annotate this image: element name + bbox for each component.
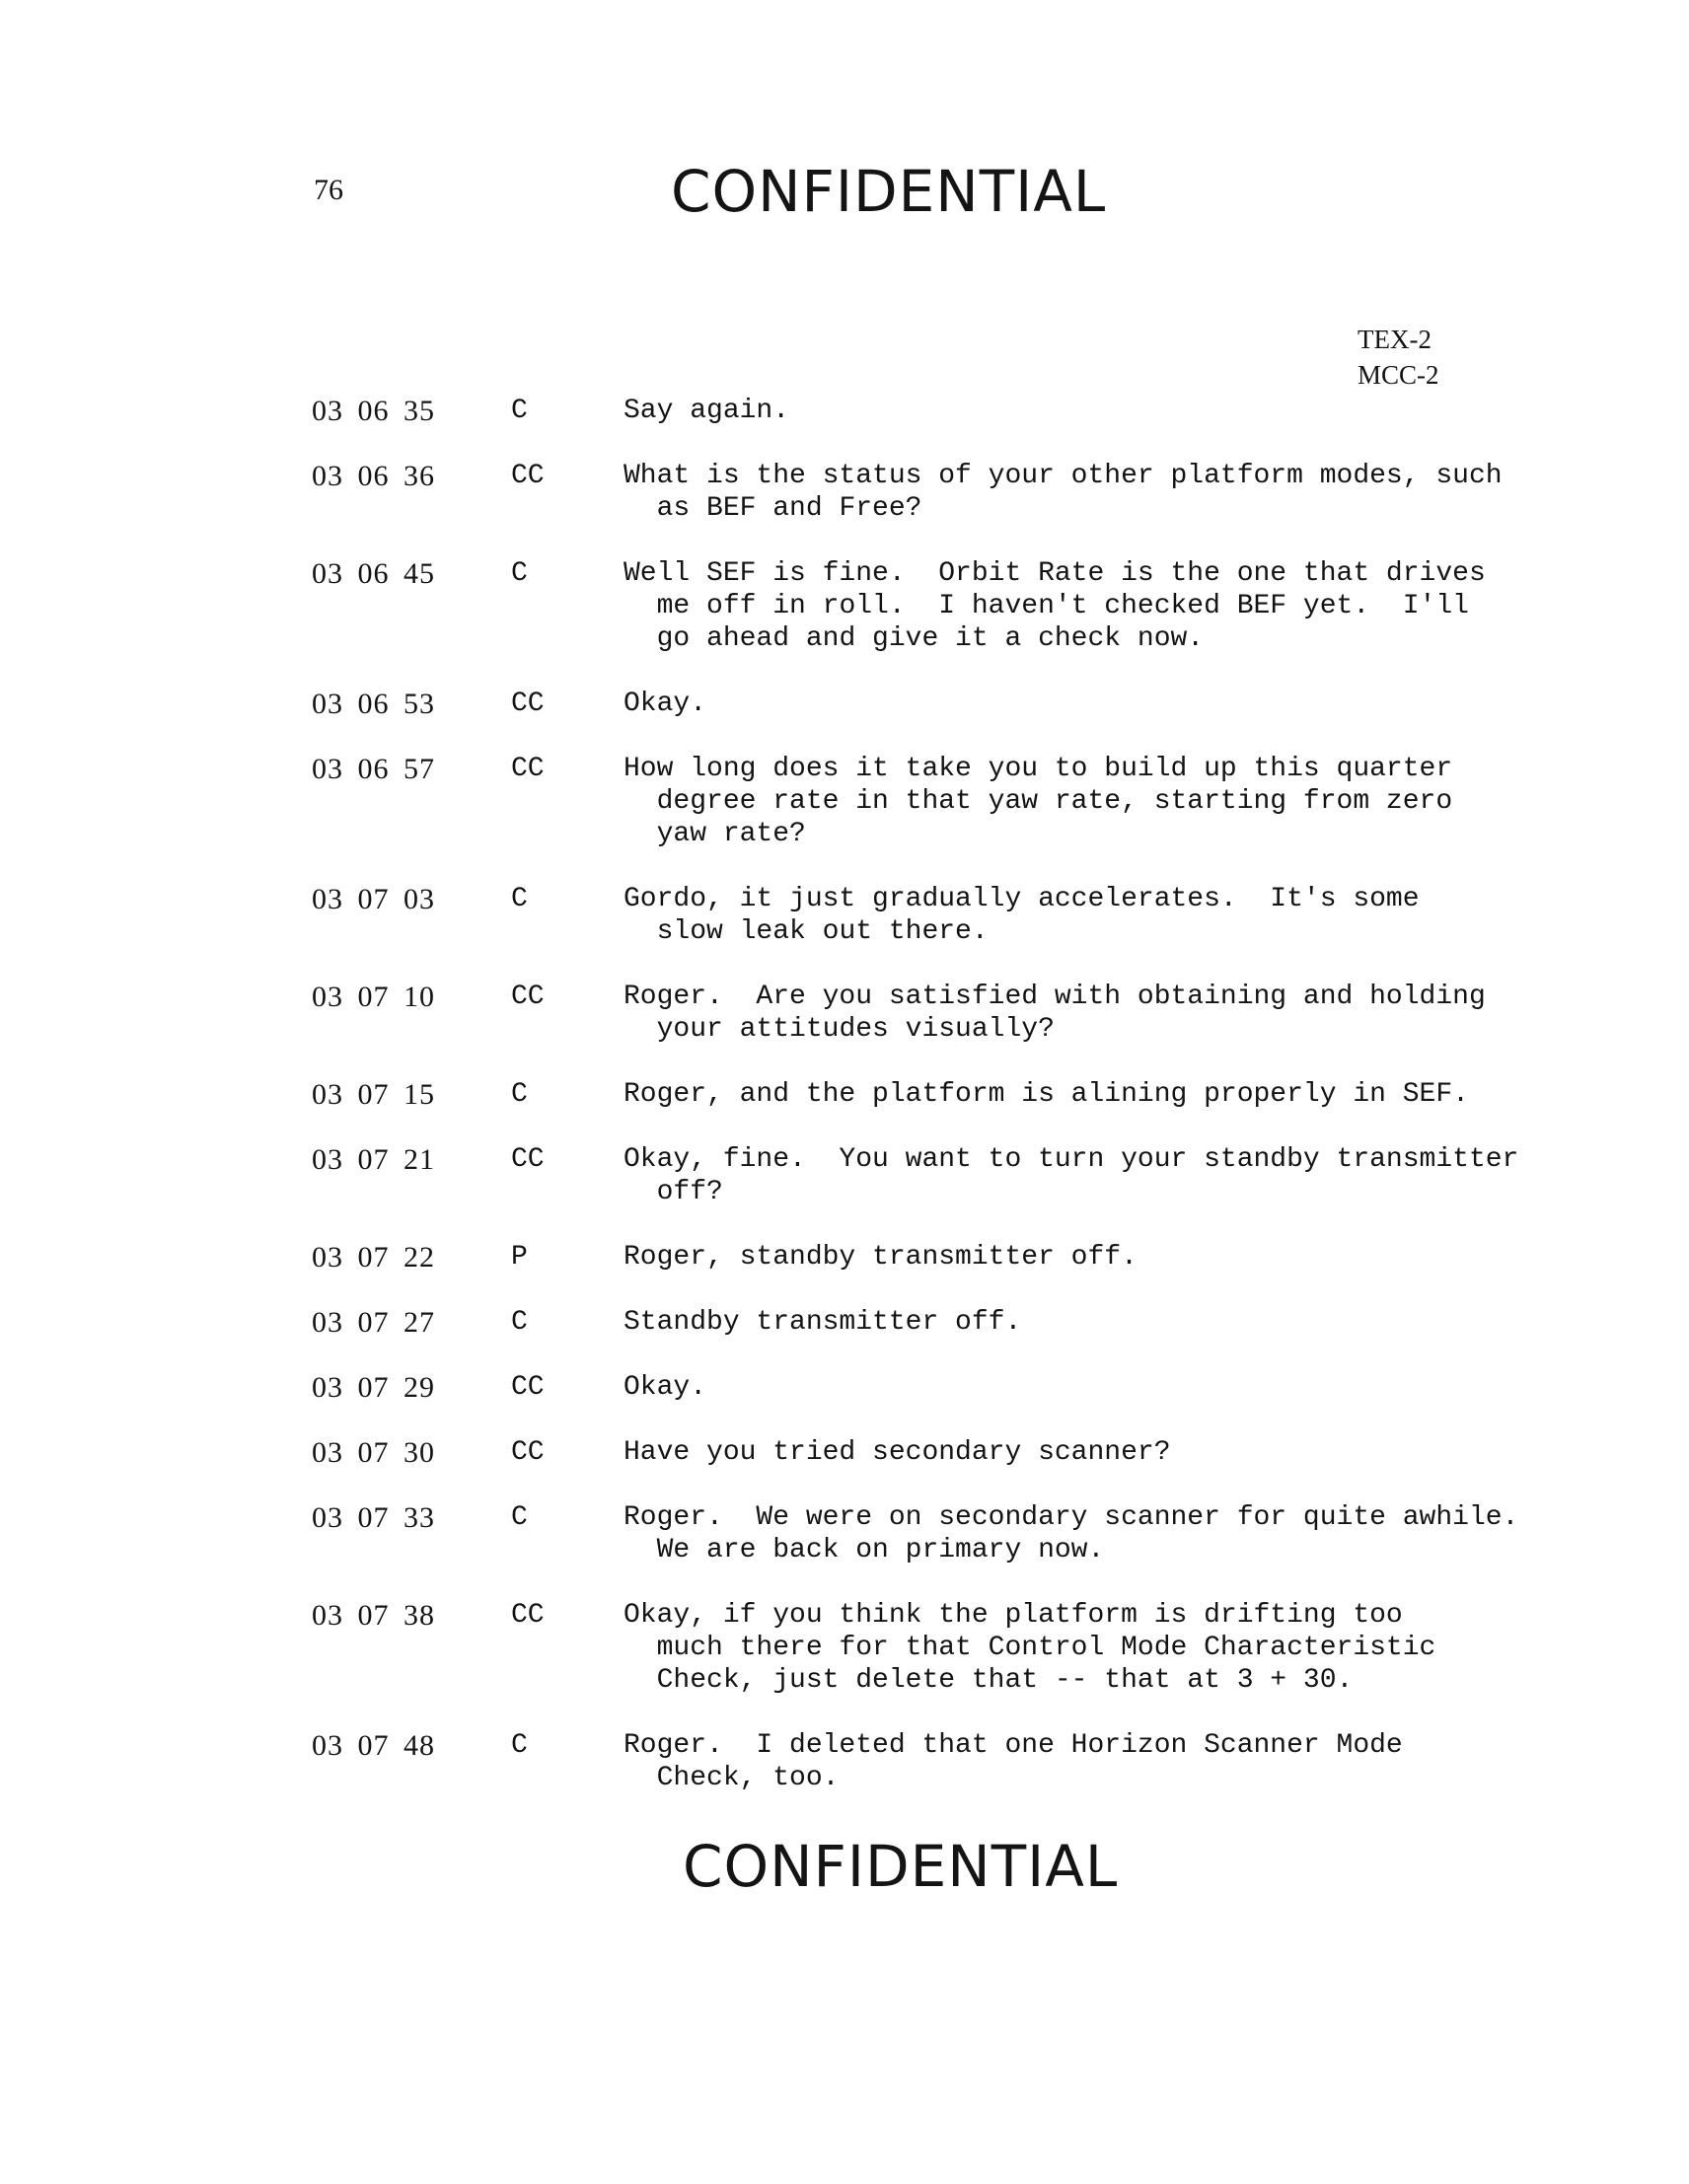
utterance: Say again.: [624, 396, 790, 426]
speaker: C: [511, 1730, 528, 1761]
timestamp: 03 07 33: [312, 1501, 435, 1534]
utterance: Roger. We were on secondary scanner for quite awhile. We are back on primary now.: [624, 1502, 1519, 1565]
timestamp: 03 07 48: [312, 1729, 435, 1762]
timestamp: 03 07 21: [312, 1143, 435, 1176]
speaker: CC: [511, 461, 545, 491]
utterance: Gordo, it just gradually accelerates. It's some slow leak out there.: [624, 884, 1420, 947]
speaker: CC: [511, 689, 545, 719]
utterance: Roger. I deleted that one Horizon Scanner Mode Check, too.: [624, 1730, 1403, 1793]
speaker: C: [511, 884, 528, 914]
utterance: Roger, and the platform is alining properly in SEF.: [624, 1079, 1469, 1110]
utterance: Okay.: [624, 689, 707, 719]
timestamp: 03 07 22: [312, 1241, 435, 1274]
utterance: Standby transmitter off.: [624, 1307, 1022, 1338]
timestamp: 03 07 15: [312, 1078, 435, 1111]
speaker: C: [511, 1079, 528, 1110]
utterance: Okay, fine. You want to turn your standby transmitter off?: [624, 1144, 1519, 1207]
timestamp: 03 06 57: [312, 753, 435, 785]
speaker: CC: [511, 1437, 545, 1468]
timestamp: 03 06 36: [312, 460, 435, 492]
timestamp: 03 07 27: [312, 1306, 435, 1339]
footer-classification: CONFIDENTIAL: [683, 1833, 1119, 1900]
header-classification: CONFIDENTIAL: [671, 158, 1107, 225]
station-codes: [1358, 322, 1439, 393]
utterance: Roger. Are you satisfied with obtaining and holding your attitudes visually?: [624, 982, 1486, 1045]
utterance: Okay, if you think the platform is drifting too much there for that Control Mode Characteristic Check, just delete that -- that at 3 + 30.: [624, 1600, 1436, 1696]
utterance: Okay.: [624, 1372, 707, 1403]
timestamp: 03 07 30: [312, 1436, 435, 1469]
timestamp: 03 06 35: [312, 395, 435, 427]
utterance: How long does it take you to build up this quarter degree rate in that yaw rate, starting from zero yaw rate?: [624, 754, 1453, 849]
timestamp: 03 07 38: [312, 1599, 435, 1632]
utterance: What is the status of your other platform modes, such as BEF and Free?: [624, 461, 1503, 524]
timestamp: 03 06 53: [312, 688, 435, 720]
utterance: Roger, standby transmitter off.: [624, 1242, 1138, 1273]
speaker: CC: [511, 982, 545, 1012]
speaker: C: [511, 396, 528, 426]
timestamp: 03 07 10: [312, 981, 435, 1013]
speaker: C: [511, 558, 528, 589]
station-code: TEX-2: [1358, 325, 1432, 354]
timestamp: 03 07 03: [312, 883, 435, 915]
speaker: C: [511, 1307, 528, 1338]
speaker: P: [511, 1242, 528, 1273]
station-code: MCC-2: [1358, 360, 1439, 390]
utterance: Have you tried secondary scanner?: [624, 1437, 1171, 1468]
timestamp: 03 07 29: [312, 1371, 435, 1404]
speaker: C: [511, 1502, 528, 1533]
speaker: CC: [511, 1372, 545, 1403]
timestamp: 03 06 45: [312, 557, 435, 590]
speaker: CC: [511, 1600, 545, 1631]
utterance: Well SEF is fine. Orbit Rate is the one that drives me off in roll. I haven't checked BEF yet. I'll go ahead and give it a check now.: [624, 558, 1486, 654]
speaker: CC: [511, 1144, 545, 1175]
page-number: 76: [314, 174, 343, 206]
speaker: CC: [511, 754, 545, 784]
